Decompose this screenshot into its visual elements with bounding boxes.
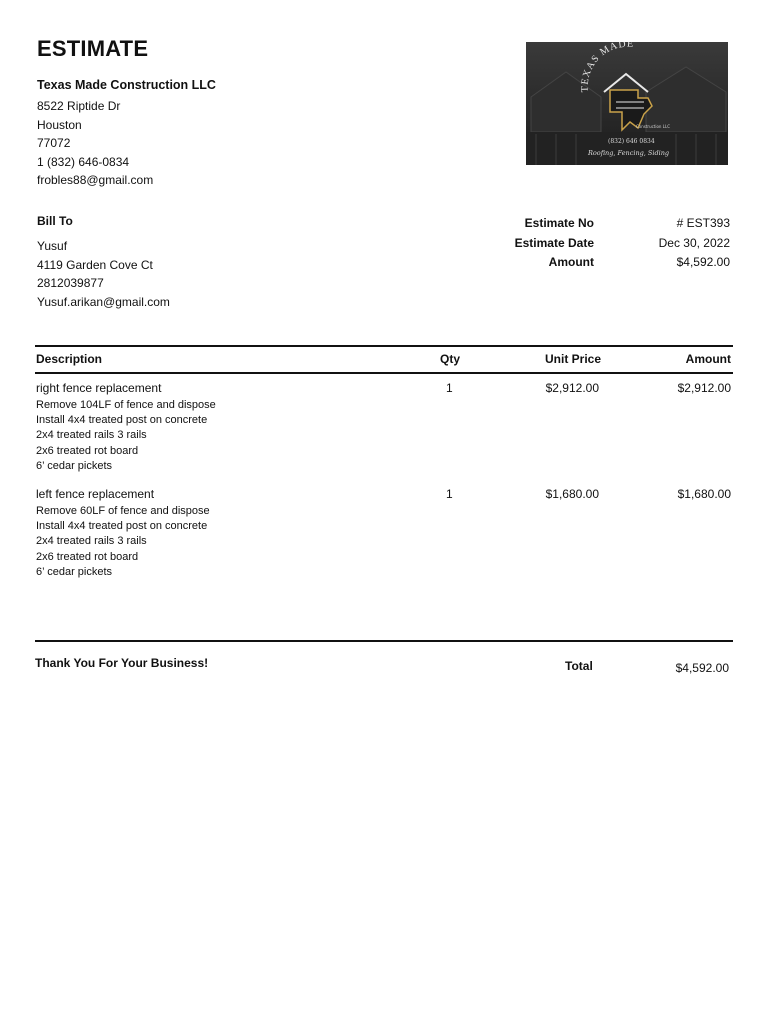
client-name: Yusuf [37,239,68,253]
item-detail-line: 2x4 treated rails 3 rails [36,429,147,442]
logo-phone: (832) 646 0834 [608,138,655,145]
table-row [36,487,210,580]
item-amount: $1,680.00 [677,487,731,501]
item-unit-price: $2,912.00 [545,381,599,395]
company-address [37,97,153,190]
estimate-no-label: Estimate No [524,216,594,230]
company-phone: 1 (832) 646-0834 [37,154,130,169]
thank-you-note: Thank You For Your Business! [35,656,209,670]
item-detail-line: Remove 60LF of fence and dispose [36,505,210,517]
item-qty: 1 [446,487,453,501]
client-phone: 2812039877 [37,276,104,290]
item-detail-line: Install 4x4 treated post on concrete [36,520,208,533]
col-header-description: Description [36,352,103,366]
item-details [36,504,210,580]
bill-to-heading: Bill To [37,214,73,228]
item-name: left fence replacement [36,487,155,501]
col-header-qty: Qty [440,352,461,366]
amount-label: Amount [548,255,594,269]
company-logo [526,42,728,165]
estimate-no-value: # EST393 [676,216,730,230]
item-detail-line: 2x4 treated rails 3 rails [36,535,147,548]
client-street: 4119 Garden Cove Ct [37,257,153,272]
client-email: Yusuf.arikan@gmail.com [37,294,170,309]
company-email: frobles88@gmail.com [37,173,154,187]
amount-value: $4,592.00 [676,255,730,269]
table-top-rule [35,345,733,347]
item-detail-line: 6’ cedar pickets [36,565,113,578]
logo-arc-text: TEXAS MADE [579,42,635,93]
table-bottom-rule [35,640,733,642]
bill-to-address [37,237,170,311]
item-unit-price: $1,680.00 [545,487,599,501]
estimate-date-value: Dec 30, 2022 [658,235,730,250]
item-detail-line: 2x6 treated rot board [36,444,139,457]
item-detail-line: Remove 104LF of fence and dispose [36,399,216,411]
item-detail-line: 6’ cedar pickets [36,459,113,472]
logo-services: Roofing, Fencing, Siding [588,149,670,157]
address-street: 8522 Riptide Dr [37,99,121,113]
total-label: Total [565,659,593,673]
item-detail-line: 2x6 treated rot board [36,550,139,563]
col-header-amount: Amount [685,352,731,366]
item-detail-line: Install 4x4 treated post on concrete [36,414,208,427]
estimate-date-label: Estimate Date [514,235,594,250]
company-name: Texas Made Construction LLC [37,78,216,92]
logo-subtext: Construction LLC [636,124,670,129]
address-city: Houston [37,117,82,132]
estimate-meta-values [659,214,730,273]
item-qty: 1 [446,381,453,395]
address-zip: 77072 [37,136,71,150]
table-header-rule [35,372,733,374]
table-row [36,381,216,474]
item-amount: $2,912.00 [677,381,731,395]
item-name: right fence replacement [36,381,162,395]
total-value: $4,592.00 [675,661,729,675]
estimate-meta-labels [515,214,594,273]
document-title: ESTIMATE [37,36,149,61]
item-details [36,398,216,474]
col-header-unit-price: Unit Price [545,352,602,366]
